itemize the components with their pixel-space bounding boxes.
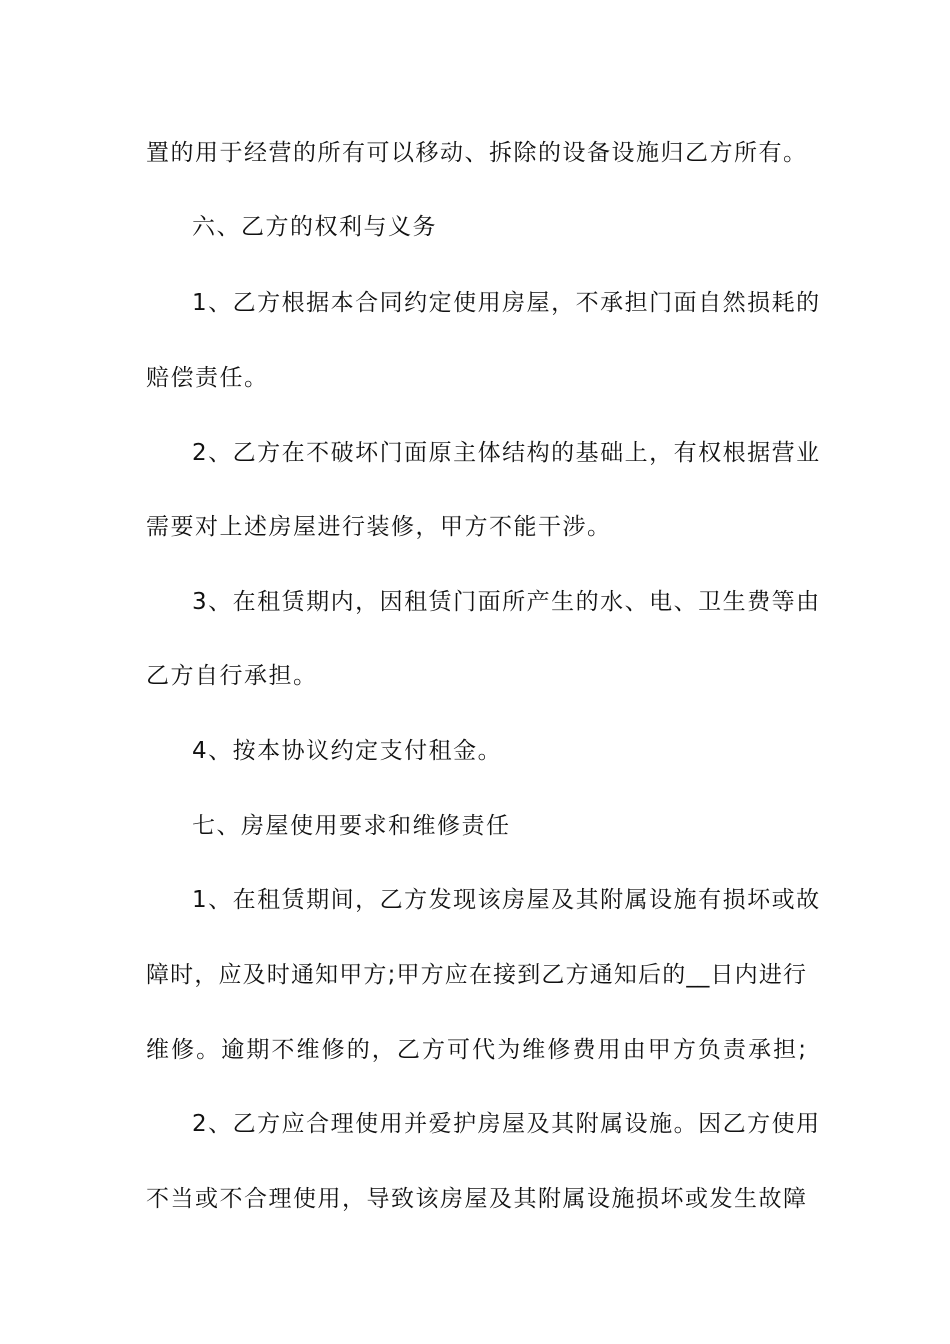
section-heading: 六、乙方的权利与义务 <box>192 214 437 240</box>
paragraph-line: 3、在租赁期内，因租赁门面所产生的水、电、卫生费等由 <box>192 589 821 615</box>
paragraph-line: 维修。逾期不维修的，乙方可代为维修费用由甲方负责承担; <box>146 1037 806 1063</box>
paragraph-line: 1、乙方根据本合同约定使用房屋，不承担门面自然损耗的 <box>192 290 821 316</box>
paragraph-line: 需要对上述房屋进行装修，甲方不能干涉。 <box>146 514 612 540</box>
paragraph-line: 2、乙方应合理使用并爱护房屋及其附属设施。因乙方使用 <box>192 1111 821 1137</box>
paragraph-line: 置的用于经营的所有可以移动、拆除的设备设施归乙方所有。 <box>146 140 808 166</box>
paragraph-line: 4、按本协议约定支付租金。 <box>192 738 503 764</box>
paragraph-line: 乙方自行承担。 <box>146 663 318 689</box>
paragraph-line: 不当或不合理使用，导致该房屋及其附属设施损坏或发生故障 <box>146 1186 806 1212</box>
paragraph-line: 1、在租赁期间，乙方发现该房屋及其附属设施有损坏或故 <box>192 887 821 913</box>
paragraph-line: 障时，应及时通知甲方;甲方应在接到乙方通知后的__日内进行 <box>146 962 806 988</box>
paragraph-line: 2、乙方在不破坏门面原主体结构的基础上，有权根据营业 <box>192 440 821 466</box>
section-heading: 七、房屋使用要求和维修责任 <box>192 813 511 839</box>
paragraph-line: 赔偿责任。 <box>146 365 269 391</box>
